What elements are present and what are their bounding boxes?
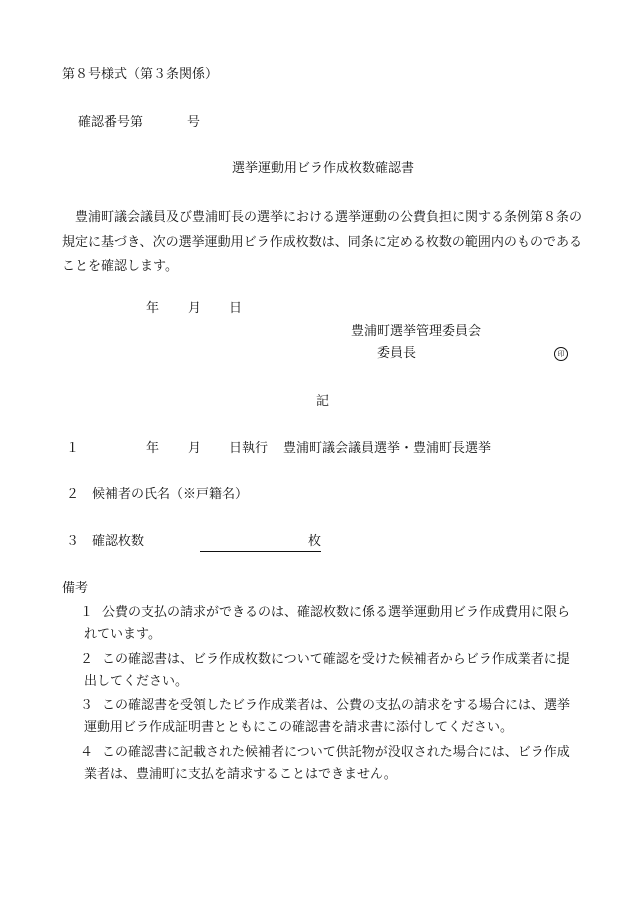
issuer-title: 委員長 <box>377 346 417 361</box>
remark-item <box>62 742 584 789</box>
item1-number: １ <box>66 441 80 456</box>
document-title: 選挙運動用ビラ作成枚数確認書 <box>232 161 415 176</box>
remarks-list <box>62 602 584 788</box>
item3-unit: 枚 <box>308 533 321 552</box>
remark-text: この確認書は、ビラ作成枚数について確認を受けた候補者からビラ作成業者に提出してください。 <box>84 651 570 689</box>
remark-text: この確認書を受領したビラ作成業者は、公費の支払の請求をする場合には、選挙運動用ビラ作成証明書とともにこの確認書を請求書に添付してください。 <box>84 698 571 735</box>
remark-item <box>62 649 584 696</box>
date-year: 年 <box>146 301 160 316</box>
item1-year: 年 <box>146 441 160 456</box>
remark-text: 公費の支払の請求ができるのは、確認枚数に係る選挙運動用ビラ作成費用に限られています。 <box>84 605 571 642</box>
item3-count-field <box>200 533 321 552</box>
item2-label: 候補者の氏名（※戸籍名） <box>92 487 249 502</box>
remark-text: この確認書に記載された候補者について供託物が没収された場合には、ビラ作成業者は、豊浦町に支払を請求することはできません。 <box>84 744 570 782</box>
remark-number: ４ <box>80 744 94 760</box>
date-month: 月 <box>188 301 202 316</box>
remark-item <box>62 602 584 649</box>
remark-number: ２ <box>80 651 94 667</box>
item1-election: 豊浦町議会議員選挙・豊浦町長選挙 <box>283 441 492 456</box>
remark-number: １ <box>80 605 94 620</box>
remark-item <box>62 695 584 742</box>
item1-day-exec: 日執行 <box>229 441 269 456</box>
remark-number: ３ <box>80 698 94 713</box>
item1-month: 月 <box>188 441 202 456</box>
count-blank-line <box>200 533 308 552</box>
seal-mark: 印 <box>554 347 568 361</box>
body-paragraph: 豊浦町議会議員及び豊浦町長の選挙における選挙運動の公費負担に関する条例第８条の規定に基づき、次の選挙運動用ビラ作成枚数は、同条に定める枚数の範囲内のものであることを確認します。 <box>62 210 583 274</box>
date-day: 日 <box>229 301 243 316</box>
confirmation-number-prefix: 確認番号第 <box>78 115 144 130</box>
confirmation-number-suffix: 号 <box>187 115 201 130</box>
item3-label: 確認枚数 <box>92 534 145 549</box>
issuer-organization: 豊浦町選挙管理委員会 <box>351 324 482 339</box>
form-number: 第８号様式（第３条関係） <box>62 67 219 82</box>
item3-number: ３ <box>66 534 80 549</box>
item2-number: ２ <box>66 487 80 502</box>
remarks-heading: 備考 <box>62 581 89 596</box>
ki-heading: 記 <box>316 394 330 409</box>
